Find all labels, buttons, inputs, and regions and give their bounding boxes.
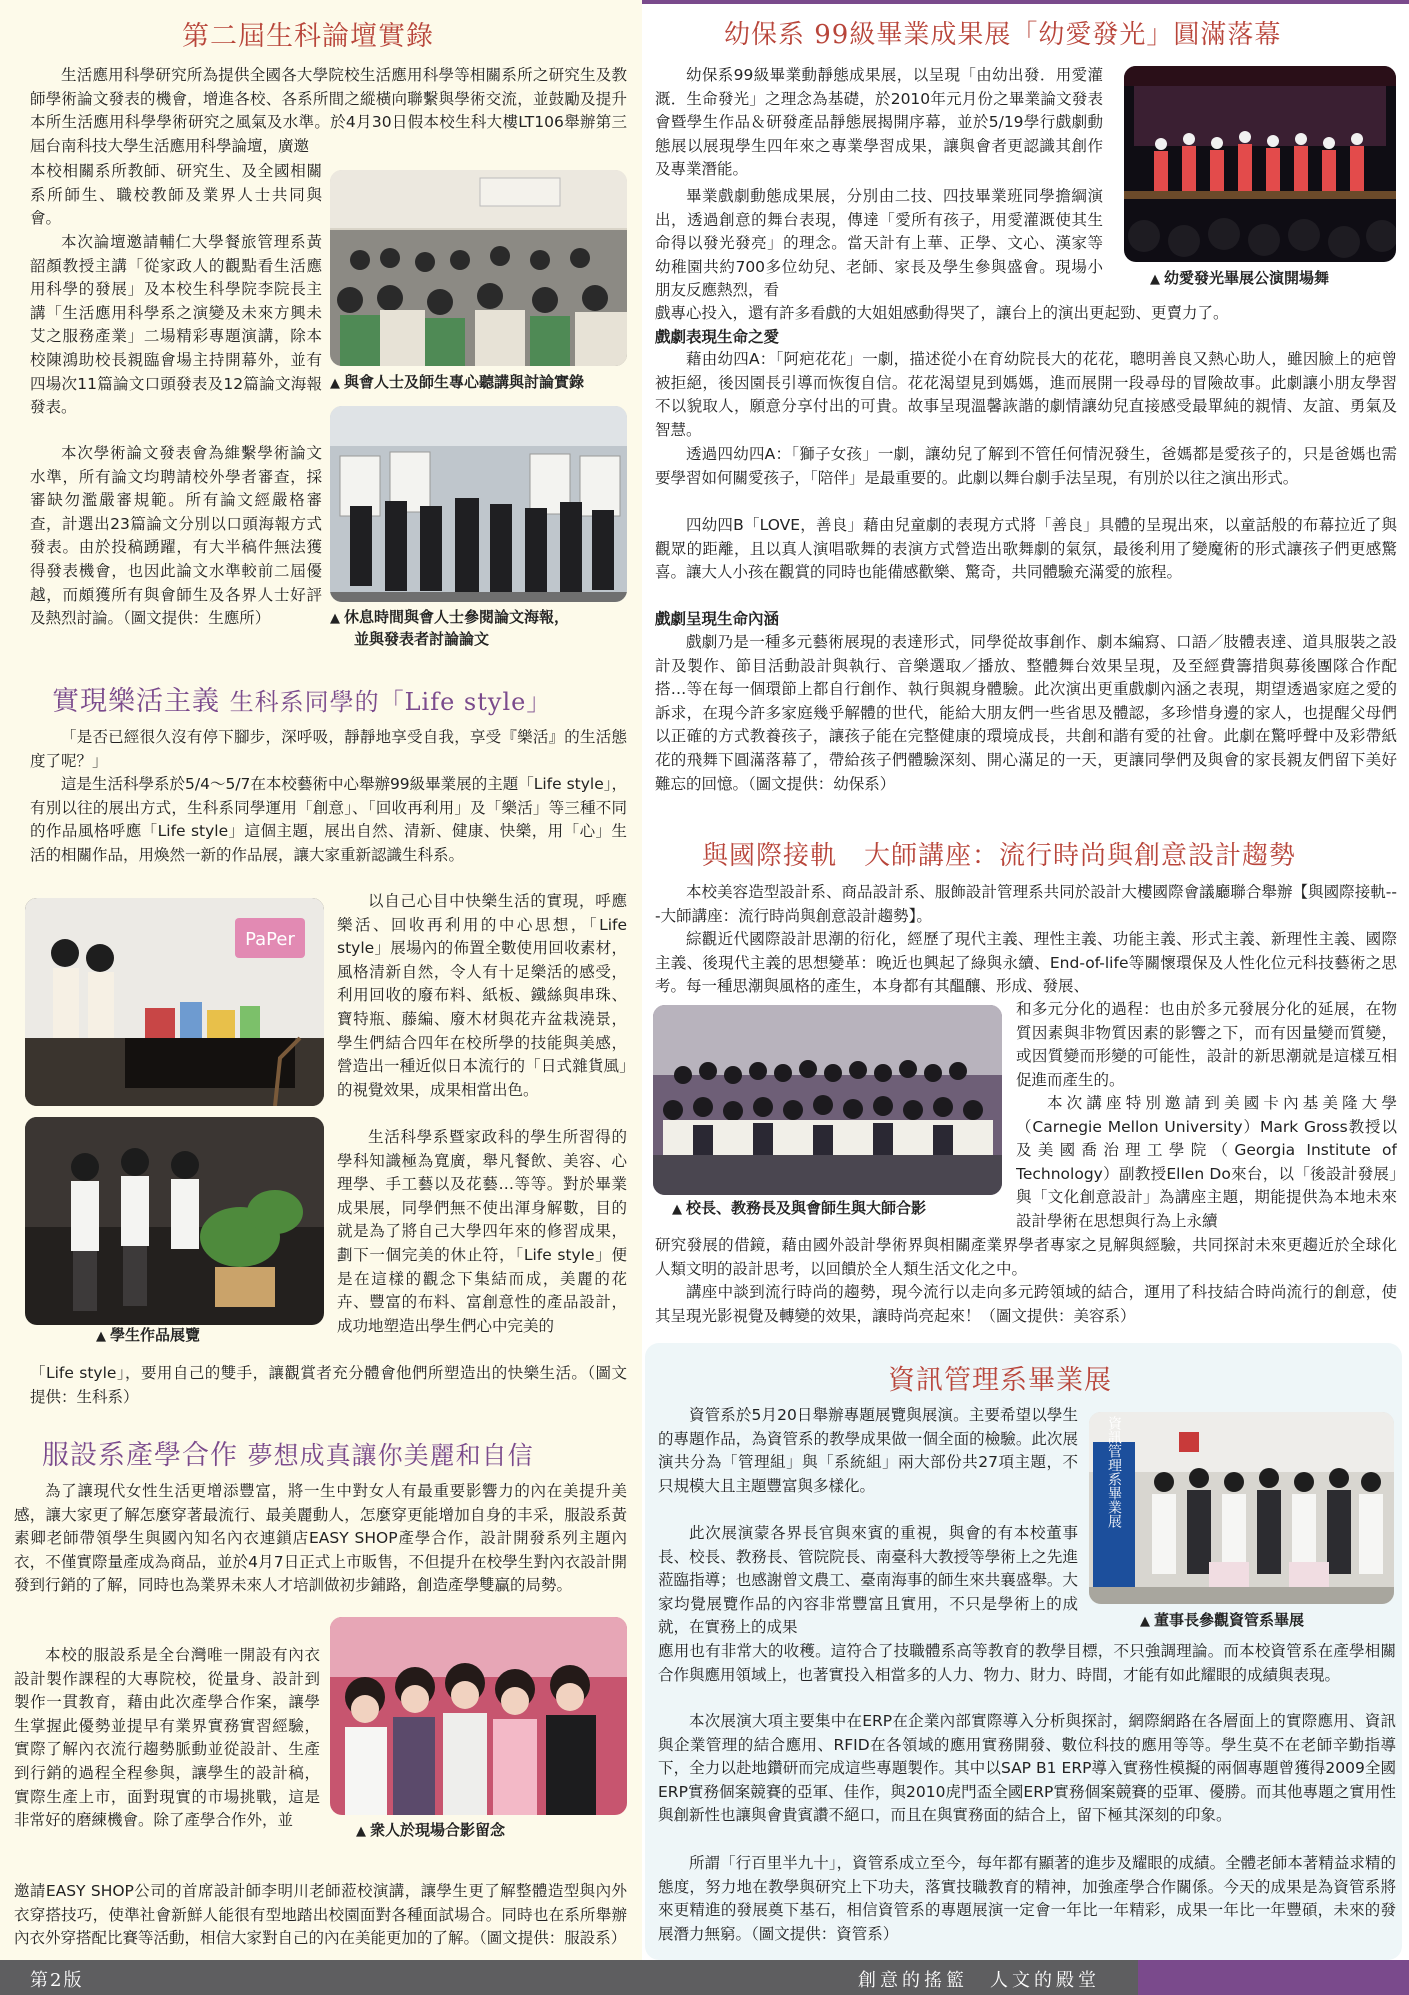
preschool-caption-text: 幼愛發光畢展公演開場舞 [1164, 269, 1330, 287]
preschool-paragraph-5: 四幼四B「LOVE，善良」藉由兒童劇的表現方式將「善良」具體的呈現出來，以童話般的布幕拉近了與觀眾的距離，且以真人演唱歌舞的表演方式營造出歌舞劇的氣氛，最後利用了變魔術的形式讓孩子們更感驚喜。讓大人小孩在觀賞的同時也能備感歡樂、驚奇，共同體驗充滿愛的旅程。 [655, 516, 1397, 582]
design-paragraph-3-tail: 研究發展的借鏡，藉由國外設計學術界與相關產業界學者專家之見解與經驗，共同探討未來更趨近於全球化人類文明的設計思考，以回饋於全人類生活文化之中。 [655, 1236, 1397, 1278]
fashion-caption [356, 1820, 505, 1842]
forum-caption-2 [330, 607, 627, 650]
fashion-group-photo [330, 1617, 627, 1815]
forum-paragraph-1: 生活應用科學研究所為提供全國各大學院校生活應用科學等相關系所之研究生及教師學術論文發表的機會，增進各校、各系所間之縱橫向聯繫與學術交流，並鼓勵及提升本所生活應用科學學術研究之風氣及水準。於4月30日假本校生科大樓LT106舉辦第三屆台南科技大學生活應用科學論壇，廣邀 [30, 66, 627, 155]
design-paragraph-2: 綜觀近代國際設計思潮的衍化，經歷了現代主義、理性主義、功能主義、形式主義、新理性主義、國際主義、後現代主義的思想變革：晚近也興起了綠與永續、End-of-life等關懷環保及人性化位元科技藝術之思考。每一種思潮與風格的產生，本身都有其醞釀、形成、發展、 [655, 930, 1397, 996]
infomgmt-banner-text: 資訊管理系畢業展 [1106, 1416, 1122, 1528]
preschool-paragraph-2: 畢業戲劇動態成果展，分別由二技、四技畢業班同學擔綱演出，透過創意的舞台表現，傳達「愛所有孩子，用愛灌溉使其生命得以發光發亮」的理念。當天計有上華、正學、文心、漢家等幼稚園共約700多位幼兒、老師、家長及學生參與盛會。現場小朋友反應熱烈，看 [655, 187, 1103, 300]
page-number: 第2版 [30, 1970, 84, 1991]
forum-lecture-photo [330, 170, 627, 366]
triangle-icon: ▲ [1140, 1614, 1150, 1629]
forum-paragraph-2: 本次論壇邀請輔仁大學餐旅管理系黃韶顏教授主講「從家政人的觀點看生活應用科學的發展」及本校生科學院李院長主講「生活應用科學系之演變及未來方興未艾之服務產業」二場精彩專題演講，除本校陳鴻助校長親臨會場主持開幕外，並有四場次11篇論文口頭發表及12篇論文海報發表。 [30, 233, 322, 417]
forum-title: 第二屆生科論壇實錄 [182, 21, 434, 52]
fashion-paragraph-2-tail: 邀請EASY SHOP公司的首席設計師李明川老師蒞校演講，讓學生更了解整體造型與內外衣穿搭技巧，使準社會新鮮人能很有型地踏出校園面對各種面試場合。同時也在系所舉辦內衣外穿搭配比賽等活動，相信大家對自己的內在美能更加的了解。（圖文提供：服設系） [14, 1882, 627, 1948]
design-paragraph-3: 本次講座特別邀請到美國卡內基美隆大學（Carnegie Mellon University）Mark Gross教授以及美國喬治理工學院（Georgia Institute of Technology）副教授Ellen Do來台，以「後設計發展」與「文化創意設計」為講座主題，期能提供為本地未來設計學術在思想與行為上永續 [1016, 1094, 1397, 1230]
preschool-stage-photo [1124, 66, 1396, 262]
triangle-icon: ▲ [330, 611, 340, 626]
forum-paragraph-3: 本次學術論文發表會為維繫學術論文水準，所有論文均聘請校外學者審查，採審缺勿濫嚴審規範。所有論文經嚴格審查，計選出23篇論文分別以口頭海報方式發表。由於投稿踴躍，有大半稿件無法獲得發表機會，也因此論文水準較前二屆優越，而頗獲所有與會師生及各界人士好評及熱烈討論。（圖文提供：生應所） [30, 444, 322, 628]
preschool-caption [1150, 268, 1329, 290]
fashion-paragraph-2: 本校的服設系是全台灣唯一開設有內衣設計製作課程的大專院校，從量身、設計到製作一貫教育，藉由此次產學合作案，讓學生掌握此優勢並提早有業界實務實習經驗，實際了解內衣流行趨勢脈動並從設計、生產到行銷的過程全程參與，讓學生的設計稿，實際生產上市，面對現實的市場挑戰，這是非常好的磨練機會。除了產學合作外，並 [14, 1646, 320, 1830]
infomgmt-group-photo [1089, 1412, 1394, 1604]
fashion-title [42, 1433, 534, 1472]
lifestyle-title-b: 生科系同學的「Life style」 [229, 688, 552, 716]
lifestyle-exhibit-photo-1 [25, 898, 324, 1106]
lifestyle-paragraph-2: 這是生活科學系於5/4～5/7在本校藝術中心舉辦99級畢業展的主題「Life style」，有別以往的展出方式，生科系同學運用「創意」、「回收再利用」及「樂活」等三種不同的作品風格呼應「Life style」這個主題，展出自然、清新、健康、快樂，用「心」生活的相關作品，用煥然一新的作品展，讓大家重新認識生科系。 [30, 775, 627, 864]
lifestyle-paragraph-4: 生活科學系暨家政科的學生所習得的學科知識極為寬廣，舉凡餐飲、美容、心理學、手工藝以及花藝…等等。對於畢業成果展，同學們無不使出渾身解數，目的就是為了將自己大學四年來的修習成果，劃下一個完美的休止符，「Life style」便是在這樣的觀念下集結而成，美麗的花卉、豐富的布料、富創意性的產品設計，成功地塑造出學生們心中完美的 [337, 1128, 627, 1335]
infomgmt-caption [1140, 1610, 1304, 1632]
lifestyle-caption-text: 學生作品展覽 [110, 1326, 201, 1344]
preschool-paragraph-2-tail: 戲專心投入，還有許多看戲的大姐姐感動得哭了，讓台上的演出更起勁、更賣力了。 [655, 304, 1229, 322]
preschool-paragraph-1: 幼保系99級畢業動靜態成果展，以呈現「由幼出發．用愛灌溉．生命發光」之理念為基礎，於2010年元月份之畢業論文發表會暨學生作品＆研發產品靜態展揭開序幕，並於5/19學行戲劇動態展以展現學生四年來之專業學習成果，讓與會者更認識其創作及專業潛能。 [655, 66, 1103, 179]
design-group-photo [653, 1005, 1002, 1195]
infomgmt-paragraph-2: 此次展演蒙各界長官與來賓的重視，與會的有本校董事長、校長、教務長、管院院長、南臺科大教授等學術上之先進蒞臨指導；也感謝曾文農工、臺南海事的師生來共襄盛舉。大家均覺展覽作品的內容非常豐富且實用，不只是學術上的成就，在實務上的成果 [658, 1524, 1078, 1637]
design-caption [672, 1198, 926, 1220]
triangle-icon: ▲ [356, 1824, 366, 1839]
lifestyle-exhibit-photo-2 [25, 1117, 324, 1325]
infomgmt-paragraph-1: 資管系於5月20日舉辦專題展覽與展演。主要希望以學生的專題作品，為資管系的教學成果做一個全面的檢驗。此次展演共分為「管理組」與「系統組」兩大部份共27項主題，不只規模大且主題豐富與多樣化。 [658, 1406, 1078, 1495]
forum-paragraph-1-wrap: 本校相關系所教師、研究生、及全國相關系所師生、職校教師及業界人士共同與會。 [30, 162, 322, 228]
design-paragraph-4: 講座中談到流行時尚的趨勢，現今流行以走向多元跨領域的結合，運用了科技結合時尚流行的創意，使其呈現光影視覺及轉變的效果，讓時尚亮起來！（圖文提供：美容系） [655, 1283, 1397, 1325]
infomgmt-title: 資訊管理系畢業展 [888, 1365, 1112, 1396]
design-paragraph-1: 本校美容造型設計系、商品設計系、服飾設計管理系共同於設計大樓國際會議廳聯合舉辦【與國際接軌---大師講座：流行時尚與創意設計趨勢】。 [655, 883, 1397, 925]
paper-sign-text: PaPer [245, 929, 295, 950]
forum-caption-1-text: 與會人士及師生專心聽講與討論實錄 [344, 373, 585, 391]
preschool-paragraph-3: 藉由幼四A：「阿疤花花」一劇，描述從小在育幼院長大的花花，聰明善良又熱心助人，雖因臉上的疤曾被拒絕，後因園長引導而恢復自信。花花渴望見到媽媽，進而展開一段尋母的冒險故事。此劇讓小朋友學習不以貌取人，願意分享付出的可貴。故事呈現溫馨詼諧的劇情讓幼兒直接感受最單純的親情、友誼、勇氣及智慧。 [655, 350, 1397, 439]
fashion-title-a: 服設系產學合作 [42, 1440, 238, 1471]
preschool-paragraph-4: 透過四幼四A：「獅子女孩」一劇，讓幼兒了解到不管任何情況發生，爸媽都是愛孩子的，只是爸媽也需要學習如何關愛孩子，「陪伴」是最重要的。此劇以舞台劇手法呈現，有別於以往之演出形式。 [655, 445, 1397, 487]
design-paragraph-2-wrap: 和多元分化的過程：也由於多元發展分化的延展，在物質因素與非物質因素的影響之下，而有因量變而質變，或因質變而形變的可能性，設計的新思潮就是這樣互相促進而產生的。 [1016, 1000, 1397, 1089]
triangle-icon: ▲ [1150, 272, 1160, 287]
infomgmt-caption-text: 董事長參觀資管系畢展 [1154, 1611, 1305, 1629]
forum-caption-2b: 並與發表者討論論文 [354, 630, 490, 648]
lifestyle-paragraph-3: 以自己心目中快樂生活的實現，呼應樂活、回收再利用的中心思想，「Life style」展場內的佈置全數使用回收素材，風格清新自然，令人有十足樂活的感受，利用回收的廢布料、紙板、鐵絲與串珠、寶特瓶、藤編、廢木材與花卉盆栽澆景，學生們結合四年在校所學的技能與美感，營造出一種近似日本流行的「日式雜貨風」的視覺效果，成果相當出色。 [337, 892, 627, 1099]
lifestyle-title [52, 679, 551, 718]
footer-accent [1138, 1960, 1409, 1995]
lifestyle-title-a: 實現樂活主義 [52, 686, 220, 717]
lifestyle-paragraph-1: 「是否已經很久沒有停下腳步，深呼吸，靜靜地享受自我，享受『樂活』的生活態度了呢？」 [30, 728, 627, 770]
lifestyle-caption [96, 1325, 200, 1347]
fashion-title-b: 夢想成真讓你美麗和自信 [247, 1441, 534, 1470]
design-title: 與國際接軌 大師講座：流行時尚與創意設計趨勢 [702, 841, 1297, 871]
top-rule [642, 0, 1409, 4]
triangle-icon: ▲ [672, 1202, 682, 1217]
forum-poster-photo [330, 406, 627, 602]
forum-caption-2a: 休息時間與會人士參閱論文海報， [344, 608, 570, 626]
infomgmt-paragraph-2-tail: 應用也有非常大的收穫。這符合了技職體系高等教育的教學目標，不只強調理論。而本校資管系在產學相關合作與應用領域上，也著實投入相當多的人力、物力、財力、時間，才能有如此耀眼的成績與表現。 [658, 1642, 1396, 1684]
footer-slogan: 創意的搖籃 人文的殿堂 [858, 1970, 1100, 1991]
design-caption-text: 校長、教務長及與會師生與大師合影 [686, 1199, 927, 1217]
preschool-paragraph-6: 戲劇乃是一種多元藝術展現的表達形式，同學從故事創作、劇本編寫、口語／肢體表達、道具服裝之設計及製作、節目活動設計與執行、音樂選取／播放、整體舞台效果呈現，及至經費籌措與募後團隊合作配搭…等在每一個環節上都自行創作、執行與親身體驗。此次演出更重戲劇內涵之表現，期望透過家庭之愛的訴求，在現今許多家庭幾乎解體的世代，能給大朋友們一些省思及體認，多珍惜身邊的家人，也提醒父母們以正確的方式教養孩子，讓孩子能在完整健康的環境成長，共創和諧有愛的社會。此劇在驚呼聲中及彩帶紙花的飛舞下圓滿落幕了，帶給孩子們體驗深刻、開心滿足的一天，更讓同學們及與會的家長親友們留下美好難忘的回憶。（圖文提供：幼保系） [655, 633, 1397, 793]
infomgmt-paragraph-4: 所謂「行百里半九十」，資管系成立至今，每年都有顯著的進步及耀眼的成績。全體老師本著精益求精的態度，努力地在教學與研究上下功夫，落實技職教育的精神，加強產學合作關係。今天的成果是為資管系將來更精進的發展奠下基石，相信資管系的專題展演一定會一年比一年精彩，成果一年比一年豐碩，未來的發展潛力無窮。（圖文提供：資管系） [658, 1854, 1396, 1943]
triangle-icon: ▲ [96, 1329, 106, 1344]
fashion-caption-text: 衆人於現場合影留念 [370, 1821, 506, 1839]
lifestyle-paragraph-4-tail: 「Life style」，要用自己的雙手，讓觀賞者充分體會他們所塑造出的快樂生活。（圖文提供：生科系） [30, 1364, 627, 1406]
preschool-title: 幼保系 99級畢業成果展「幼愛發光」圓滿落幕 [724, 20, 1282, 50]
fashion-paragraph-1: 為了讓現代女性生活更增添豐富，將一生中對女人有最重要影響力的內在美提升美感，讓大家更了解怎麼穿著最流行、最美麗動人，怎麼穿更能增加自身的丰采，服設系黃素卿老師帶領學生與國內知名內衣連鎖店EASY SHOP產學合作，設計開發系列主題內衣，不僅實際量產成為商品，並於4月7日正式上市販售，不但提升在校學生對內衣設計開發到行銷的了解，同時也為業界未來人才培訓做初步鋪路，創造產學雙贏的局勢。 [14, 1482, 627, 1595]
preschool-subhead-1: 戲劇表現生命之愛 [655, 328, 780, 346]
infomgmt-paragraph-3: 本次展演大項主要集中在ERP在企業內部實際導入分析與探討，網際網路在各層面上的實際應用、資訊與企業管理的結合應用、RFID在各領域的應用實務開發、數位科技的應用等等。學生莫不在老師辛勤指導下，全力以赴地鑽研而完成這些專題製作。其中以SAP B1 ERP導入實務性模擬的兩個專題曾獲得2009全國ERP實務個案競賽的亞軍、佳作，與2010虎門盃全國ERP實務個案競賽的亞軍、優勝。而其他專題之實用性與創新性也讓與會貴賓讚不絕口，而且在與實務面的結合上，留下極其深刻的印象。 [658, 1712, 1396, 1825]
forum-caption-1 [330, 372, 584, 394]
preschool-subhead-2: 戲劇呈現生命內涵 [655, 610, 780, 628]
triangle-icon: ▲ [330, 376, 340, 391]
